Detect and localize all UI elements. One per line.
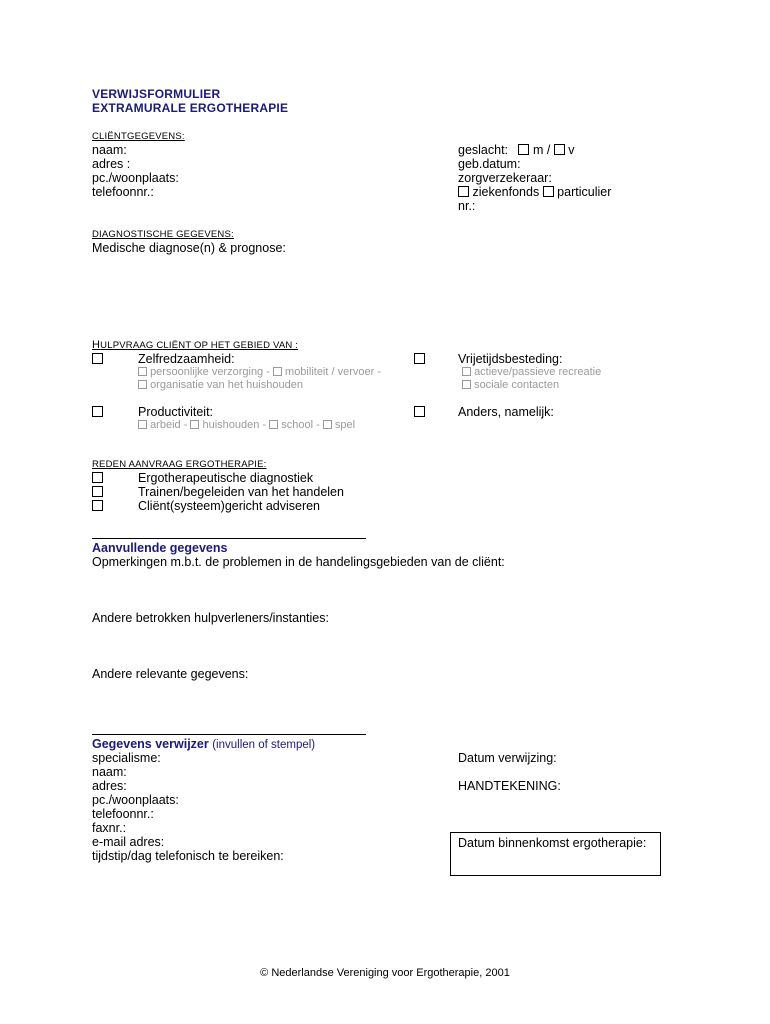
- zelfredzaamheid-checkbox[interactable]: [92, 353, 103, 364]
- mobiliteit-label: mobiliteit / vervoer -: [285, 366, 382, 378]
- aanvullend-heading: Aanvullende gegevens: [92, 541, 228, 555]
- spel-label: spel: [334, 419, 356, 431]
- diagnose-heading: DIAGNOSTISCHE GEGEVENS:: [92, 229, 234, 240]
- organisatie-huishouden-checkbox[interactable]: [138, 380, 147, 389]
- diagnose-label: Medische diagnose(n) & prognose:: [92, 241, 286, 255]
- reden-adviseren-checkbox[interactable]: [92, 500, 103, 511]
- client-phone-label: telefoonnr.:: [92, 185, 154, 199]
- verwijzer-email-label: e-mail adres:: [92, 835, 165, 849]
- hulpvraag-heading: HULPVRAAG CLIËNT OP HET GEBIED VAN :: [92, 339, 299, 351]
- vrijetijd-option-2: [462, 379, 559, 392]
- productiviteit-options: [138, 419, 355, 432]
- gender-row: [458, 143, 575, 157]
- datum-verwijzing-label: Datum verwijzing:: [458, 751, 557, 765]
- particulier-label: particulier: [557, 185, 612, 199]
- client-city-label: pc./woonplaats:: [92, 171, 179, 185]
- gender-female-checkbox[interactable]: [554, 144, 565, 155]
- zelfredzaamheid-options-1: [138, 366, 381, 379]
- recreatie-label: actieve/passieve recreatie: [474, 366, 602, 378]
- datum-binnenkomst-label: Datum binnenkomst ergotherapie:: [458, 836, 647, 850]
- arbeid-label: arbeid -: [150, 419, 188, 431]
- verwijzer-telefoon-label: telefoonnr.:: [92, 807, 154, 821]
- ziekenfonds-label: ziekenfonds: [472, 185, 540, 199]
- client-address-label: adres :: [92, 157, 131, 171]
- gender-label: geslacht:: [458, 143, 509, 157]
- verwijzer-heading-note: (invullen of stempel): [212, 739, 316, 751]
- sociale-contacten-checkbox[interactable]: [462, 380, 471, 389]
- reden-heading: REDEN AANVRAAG ERGOTHERAPIE:: [92, 459, 267, 470]
- andere-relevant-label: Andere relevante gegevens:: [92, 667, 249, 681]
- insurer-label: zorgverzekeraar:: [458, 171, 552, 185]
- gender-female-label: v: [568, 143, 575, 157]
- gender-male-checkbox[interactable]: [518, 144, 529, 155]
- reden-trainen-label: Trainen/begeleiden van het handelen: [138, 485, 344, 499]
- form-subtitle: EXTRAMURALE ERGOTHERAPIE: [92, 101, 289, 115]
- client-name-label: naam:: [92, 143, 127, 157]
- productiviteit-label: Productiviteit:: [138, 405, 214, 419]
- organisatie-huishouden-label: organisatie van het huishouden: [150, 379, 303, 391]
- sociale-contacten-label: sociale contacten: [474, 379, 560, 391]
- persoonlijke-verzorging-label: persoonlijke verzorging -: [150, 366, 270, 378]
- vrijetijd-label: Vrijetijdsbesteding:: [458, 352, 563, 366]
- birthdate-label: geb.datum:: [458, 157, 521, 171]
- spel-checkbox[interactable]: [323, 420, 332, 429]
- arbeid-checkbox[interactable]: [138, 420, 147, 429]
- andere-betrokken-label: Andere betrokken hulpverleners/instanties:: [92, 611, 329, 625]
- reden-trainen-checkbox[interactable]: [92, 486, 103, 497]
- opmerkingen-label: Opmerkingen m.b.t. de problemen in de handelingsgebieden van de cliënt:: [92, 555, 505, 569]
- ziekenfonds-checkbox[interactable]: [458, 186, 469, 197]
- vrijetijd-checkbox[interactable]: [414, 353, 425, 364]
- verwijzer-bereikbaar-label: tijdstip/dag telefonisch te bereiken:: [92, 849, 284, 863]
- gender-male-label: m /: [532, 143, 551, 157]
- school-label: school -: [281, 419, 320, 431]
- verwijzer-specialisme-label: specialisme:: [92, 751, 161, 765]
- verwijzer-fax-label: faxnr.:: [92, 821, 127, 835]
- verwijzer-divider: [92, 734, 366, 735]
- anders-checkbox[interactable]: [414, 406, 425, 417]
- insurance-type-row: [458, 185, 611, 199]
- client-heading: CLIËNTGEGEVENS:: [92, 131, 185, 142]
- datum-binnenkomst-box[interactable]: [450, 832, 661, 876]
- school-checkbox[interactable]: [269, 420, 278, 429]
- form-title: VERWIJSFORMULIER: [92, 87, 221, 101]
- aanvullend-divider: [92, 538, 366, 539]
- mobiliteit-checkbox[interactable]: [273, 367, 282, 376]
- reden-adviseren-label: Cliënt(systeem)gericht adviseren: [138, 499, 321, 513]
- reden-diagnostiek-label: Ergotherapeutische diagnostiek: [138, 471, 314, 485]
- huishouden-label: huishouden -: [202, 419, 267, 431]
- vrijetijd-option-1: [462, 366, 601, 379]
- anders-label: Anders, namelijk:: [458, 405, 554, 419]
- footer-copyright: © Nederlandse Vereniging voor Ergotherapie, 2001: [260, 967, 510, 979]
- productiviteit-checkbox[interactable]: [92, 406, 103, 417]
- zelfredzaamheid-label: Zelfredzaamheid:: [138, 352, 235, 366]
- verwijzer-naam-label: naam:: [92, 765, 127, 779]
- particulier-checkbox[interactable]: [543, 186, 554, 197]
- huishouden-checkbox[interactable]: [190, 420, 199, 429]
- verwijzer-heading: Gegevens verwijzer (invullen of stempel): [92, 737, 316, 751]
- persoonlijke-verzorging-checkbox[interactable]: [138, 367, 147, 376]
- recreatie-checkbox[interactable]: [462, 367, 471, 376]
- zelfredzaamheid-options-2: [138, 379, 303, 392]
- verwijzer-adres-label: adres:: [92, 779, 127, 793]
- verwijzer-woonplaats-label: pc./woonplaats:: [92, 793, 179, 807]
- handtekening-label: HANDTEKENING:: [458, 779, 561, 793]
- insurance-number-label: nr.:: [458, 199, 476, 213]
- reden-diagnostiek-checkbox[interactable]: [92, 472, 103, 483]
